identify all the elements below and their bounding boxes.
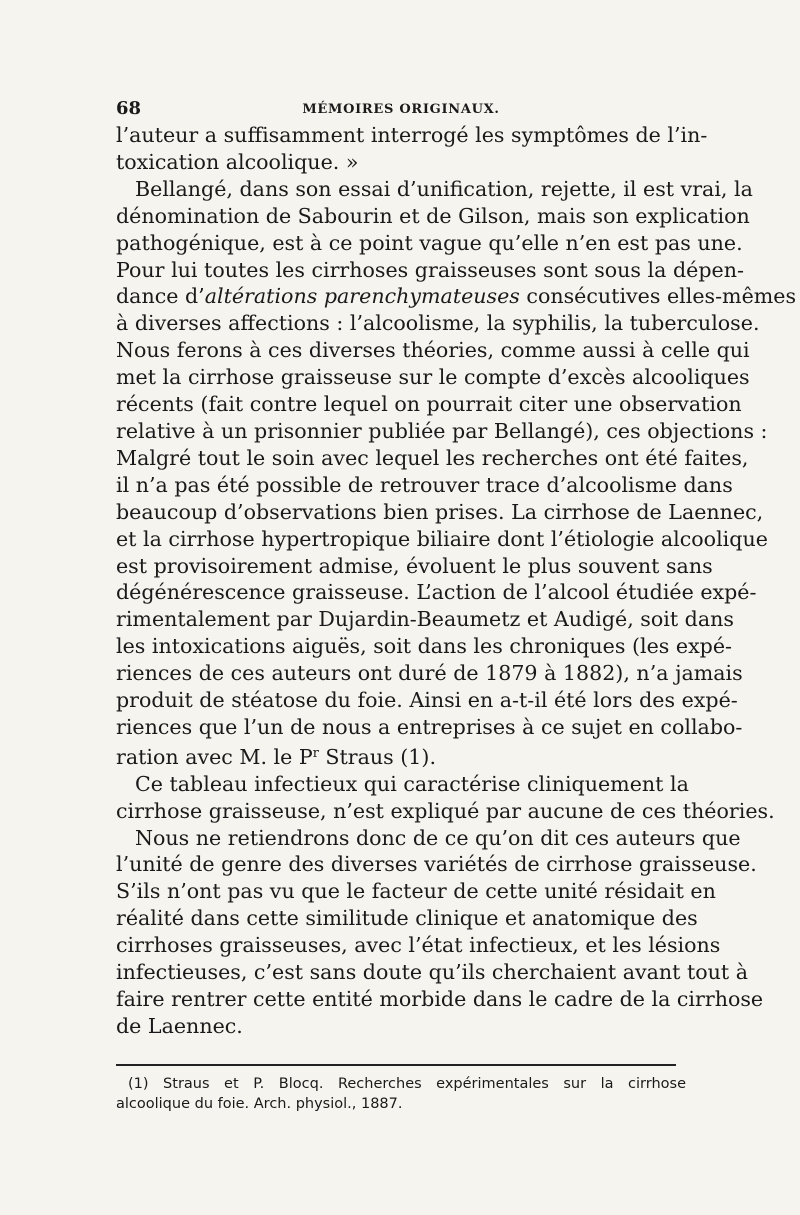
text-line: riences que l’un de nous a entreprises à ce sujet en collabo-	[116, 714, 743, 739]
text-line: pathogénique, est à ce point vague qu’elle n’en est pas une.	[116, 230, 743, 255]
text-line	[116, 741, 686, 771]
text-line: produit de stéatose du foie. Ainsi en a-t-il été lors des expé-	[116, 688, 738, 713]
running-head: MÉMOIRES ORIGINAUX.	[302, 102, 500, 117]
text-line: Nous ne retiendrons donc de ce qu’on dit ces auteurs que	[135, 825, 741, 850]
book-page	[116, 96, 797, 1114]
text-line: Nous ferons à ces diverses théories, comme aussi à celle qui	[116, 338, 750, 363]
text-line: l’unité de genre des diverses variétés de cirrhose graisseuse.	[116, 852, 757, 877]
text-line: Malgré tout le soin avec lequel les recherches ont été faites,	[116, 445, 749, 470]
text-line: à diverses affections : l’alcoolisme, la syphilis, la tuberculose.	[116, 311, 760, 336]
text-line: réalité dans cette similitude clinique et anatomique des	[116, 906, 698, 931]
page-header	[116, 96, 686, 122]
text-line: l’auteur a suffisamment interrogé les symptômes de l’in-	[116, 123, 708, 147]
italic-phrase: altérations parenchymateuses	[204, 284, 520, 309]
footnote-line: alcoolique du foie. Arch. physiol., 1887.	[116, 1095, 403, 1112]
text-line: Bellangé, dans son essai d’unification, rejette, il est vrai, la	[135, 176, 753, 201]
footnote	[116, 1074, 686, 1114]
superscript: r	[312, 745, 319, 761]
text-fragment: consécutives elles-mêmes	[519, 284, 797, 309]
text-line: toxication alcoolique. »	[116, 149, 359, 174]
text-line: riences de ces auteurs ont duré de 1879 à 1882), n’a jamais	[116, 661, 743, 686]
body-text	[116, 122, 797, 1040]
text-line: infectieuses, c’est sans doute qu’ils cherchaient avant tout à	[116, 960, 749, 985]
text-line: dénomination de Sabourin et de Gilson, mais son explication	[116, 203, 750, 228]
text-line: Pour lui toutes les cirrhoses graisseuses sont sous la dépen-	[116, 257, 744, 282]
text-line: relative à un prisonnier publiée par Bellangé), ces objections :	[116, 418, 768, 443]
text-line: beaucoup d’observations bien prises. La cirrhose de Laennec,	[116, 499, 764, 524]
text-line: et la cirrhose hypertropique biliaire dont l’étiologie alcoolique	[116, 526, 768, 551]
text-line: est provisoirement admise, évoluent le plus souvent sans	[116, 553, 713, 578]
footnote-divider	[116, 1064, 676, 1066]
text-line: faire rentrer cette entité morbide dans le cadre de la cirrhose	[116, 987, 764, 1012]
footnote-line: (1) Straus et P. Blocq. Recherches expérimentales sur la cirrhose	[128, 1075, 686, 1092]
text-line: les intoxications aiguës, soit dans les chroniques (les expé-	[116, 634, 733, 659]
text-line	[116, 283, 797, 310]
text-line: Ce tableau infectieux qui caractérise cliniquement la	[135, 771, 689, 796]
text-line: il n’a pas été possible de retrouver trace d’alcoolisme dans	[116, 472, 733, 497]
text-line: dégénérescence graisseuse. L’action de l’alcool étudiée expé-	[116, 580, 757, 605]
text-line: cirrhose graisseuse, n’est expliqué par aucune de ces théories.	[116, 798, 775, 823]
page-number: 68	[116, 98, 142, 119]
text-line: rimentalement par Dujardin-Beaumetz et Audigé, soit dans	[116, 607, 734, 632]
footnote-ref: Straus (1).	[318, 744, 436, 769]
text-line: met la cirrhose graisseuse sur le compte d’excès alcooliques	[116, 365, 750, 390]
text-line: récents (fait contre lequel on pourrait citer une observation	[116, 392, 742, 417]
text-fragment: dance d’	[116, 284, 205, 309]
text-line: S’ils n’ont pas vu que le facteur de cette unité résidait en	[116, 879, 716, 904]
text-line: de Laennec.	[116, 1013, 243, 1038]
text-fragment: ration avec M. le P	[116, 744, 313, 769]
text-line: cirrhoses graisseuses, avec l’état infectieux, et les lésions	[116, 933, 721, 958]
